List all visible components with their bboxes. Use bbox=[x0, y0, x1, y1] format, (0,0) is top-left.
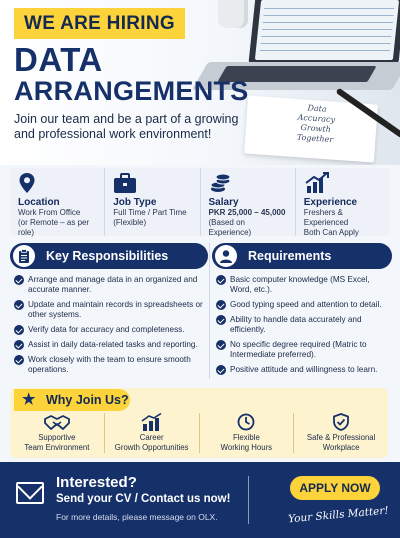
check-icon bbox=[216, 315, 226, 325]
title-line-2: ARRANGEMENTS bbox=[14, 76, 249, 106]
user-icon bbox=[215, 245, 237, 267]
hiring-badge: WE ARE HIRING bbox=[14, 8, 185, 39]
shield-check-icon bbox=[294, 413, 388, 431]
check-icon bbox=[216, 365, 226, 375]
footer-heading: Interested? bbox=[56, 474, 137, 491]
star-icon: ★ bbox=[22, 391, 36, 408]
info-heading: Experience bbox=[303, 197, 358, 208]
why-item-line: Growth Opportunities bbox=[114, 442, 189, 452]
list-item bbox=[212, 315, 392, 335]
info-line: (Based on Experience) bbox=[208, 218, 252, 237]
list-item-text: Update and maintain records in spreadsheets or other systems. bbox=[28, 300, 203, 319]
why-item-hours bbox=[200, 413, 295, 453]
info-line: Both Can Apply bbox=[303, 228, 359, 237]
info-heading: Salary bbox=[208, 197, 239, 208]
list-item-text: No specific degree required (Matric to Intermediate preferred). bbox=[230, 340, 367, 359]
tagline: Your Skills Matter! bbox=[287, 504, 390, 526]
bar-chart-icon bbox=[105, 413, 199, 431]
list-item-text: Good typing speed and attention to detail. bbox=[230, 300, 382, 309]
footer bbox=[0, 462, 400, 538]
info-line: (Flexible) bbox=[113, 218, 147, 227]
info-line bbox=[209, 208, 289, 218]
why-item-line: Career bbox=[139, 433, 164, 442]
handshake-icon bbox=[10, 413, 104, 431]
why-item-line: Working Hours bbox=[220, 442, 273, 452]
info-heading: Job Type bbox=[113, 197, 157, 208]
list-item bbox=[212, 300, 392, 310]
footer-subheading: Send your CV / Contact us now! bbox=[56, 493, 231, 505]
info-location bbox=[10, 168, 105, 236]
why-item-line: Workplace bbox=[322, 442, 360, 452]
info-line: Freshers & Experienced bbox=[303, 208, 349, 227]
why-item-line: Flexible bbox=[232, 433, 260, 442]
list-item-text: Basic computer knowledge (MS Excel, Word, etc.). bbox=[230, 275, 370, 294]
apply-now-button[interactable]: APPLY NOW bbox=[290, 476, 380, 500]
coffee-cup-icon bbox=[218, 0, 248, 28]
info-line: Work From Office bbox=[18, 208, 81, 217]
why-item-growth bbox=[105, 413, 200, 453]
responsibilities-list bbox=[10, 275, 208, 375]
job-info-bar bbox=[10, 168, 390, 236]
title-line-1: DATA bbox=[14, 41, 103, 78]
laptop-icon bbox=[248, 0, 400, 66]
why-item-workplace bbox=[294, 413, 388, 453]
list-item bbox=[10, 355, 208, 375]
list-item bbox=[212, 365, 392, 375]
briefcase-icon bbox=[113, 172, 193, 194]
info-experience bbox=[296, 168, 390, 236]
check-icon bbox=[216, 340, 226, 350]
check-icon bbox=[216, 275, 226, 285]
list-item-text: Arrange and manage data in an organized and accurate manner. bbox=[28, 275, 198, 294]
notepad-text bbox=[283, 102, 350, 146]
footer-note: For more details, please message on OLX. bbox=[56, 512, 218, 522]
list-item bbox=[212, 275, 392, 295]
check-icon bbox=[14, 355, 24, 365]
why-join-title: Why Join Us? bbox=[46, 393, 129, 407]
mail-icon bbox=[16, 482, 44, 504]
coins-icon bbox=[209, 172, 289, 194]
list-item-text: Verify data for accuracy and completeness. bbox=[28, 325, 185, 334]
growth-chart-icon bbox=[304, 172, 384, 194]
list-item bbox=[10, 300, 208, 320]
responsibilities-header bbox=[10, 243, 208, 269]
list-item bbox=[10, 275, 208, 295]
note-line: Growth bbox=[300, 122, 332, 135]
list-item bbox=[10, 340, 208, 350]
responsibilities-panel bbox=[10, 243, 208, 383]
check-icon bbox=[14, 300, 24, 310]
list-item-text: Assist in daily data-related tasks and reporting. bbox=[28, 340, 198, 349]
info-line: Full Time / Part Time bbox=[113, 208, 187, 217]
list-item bbox=[212, 340, 392, 360]
check-icon bbox=[216, 300, 226, 310]
check-icon bbox=[14, 275, 24, 285]
info-job-type bbox=[105, 168, 200, 236]
clipboard-icon bbox=[13, 245, 35, 267]
why-item-team bbox=[10, 413, 105, 453]
note-line: Accuracy bbox=[297, 112, 336, 125]
note-line: Together bbox=[296, 132, 334, 145]
hero-section bbox=[0, 0, 400, 165]
requirements-list bbox=[212, 275, 392, 375]
salary-range: PKR 25,000 – 45,000 bbox=[208, 208, 286, 217]
clock-icon bbox=[200, 413, 294, 431]
list-item-text: Work closely with the team to ensure smooth operations. bbox=[28, 355, 191, 374]
list-item-text: Ability to handle data accurately and efficiently. bbox=[230, 315, 362, 334]
responsibilities-title: Key Responsibilities bbox=[46, 249, 169, 263]
info-salary bbox=[201, 168, 296, 236]
location-pin-icon bbox=[18, 172, 98, 194]
panel-divider bbox=[209, 243, 210, 379]
info-line: (or Remote – as per role) bbox=[18, 218, 90, 237]
why-join-header bbox=[14, 389, 130, 411]
list-item-text: Positive attitude and willingness to learn. bbox=[230, 365, 378, 374]
hero-subtitle: Join our team and be a part of a growing and professional work environment! bbox=[14, 112, 239, 141]
info-heading: Location bbox=[18, 197, 60, 208]
note-line: Data bbox=[307, 103, 327, 114]
why-item-line: Supportive bbox=[38, 433, 76, 442]
check-icon bbox=[14, 340, 24, 350]
requirements-panel bbox=[212, 243, 392, 383]
requirements-title: Requirements bbox=[248, 249, 332, 263]
requirements-header bbox=[212, 243, 392, 269]
check-icon bbox=[14, 325, 24, 335]
why-item-line: Safe & Professional bbox=[306, 433, 376, 442]
why-join-items bbox=[10, 413, 388, 453]
why-item-line: Team Environment bbox=[24, 442, 90, 452]
list-item bbox=[10, 325, 208, 335]
footer-divider bbox=[248, 476, 249, 524]
